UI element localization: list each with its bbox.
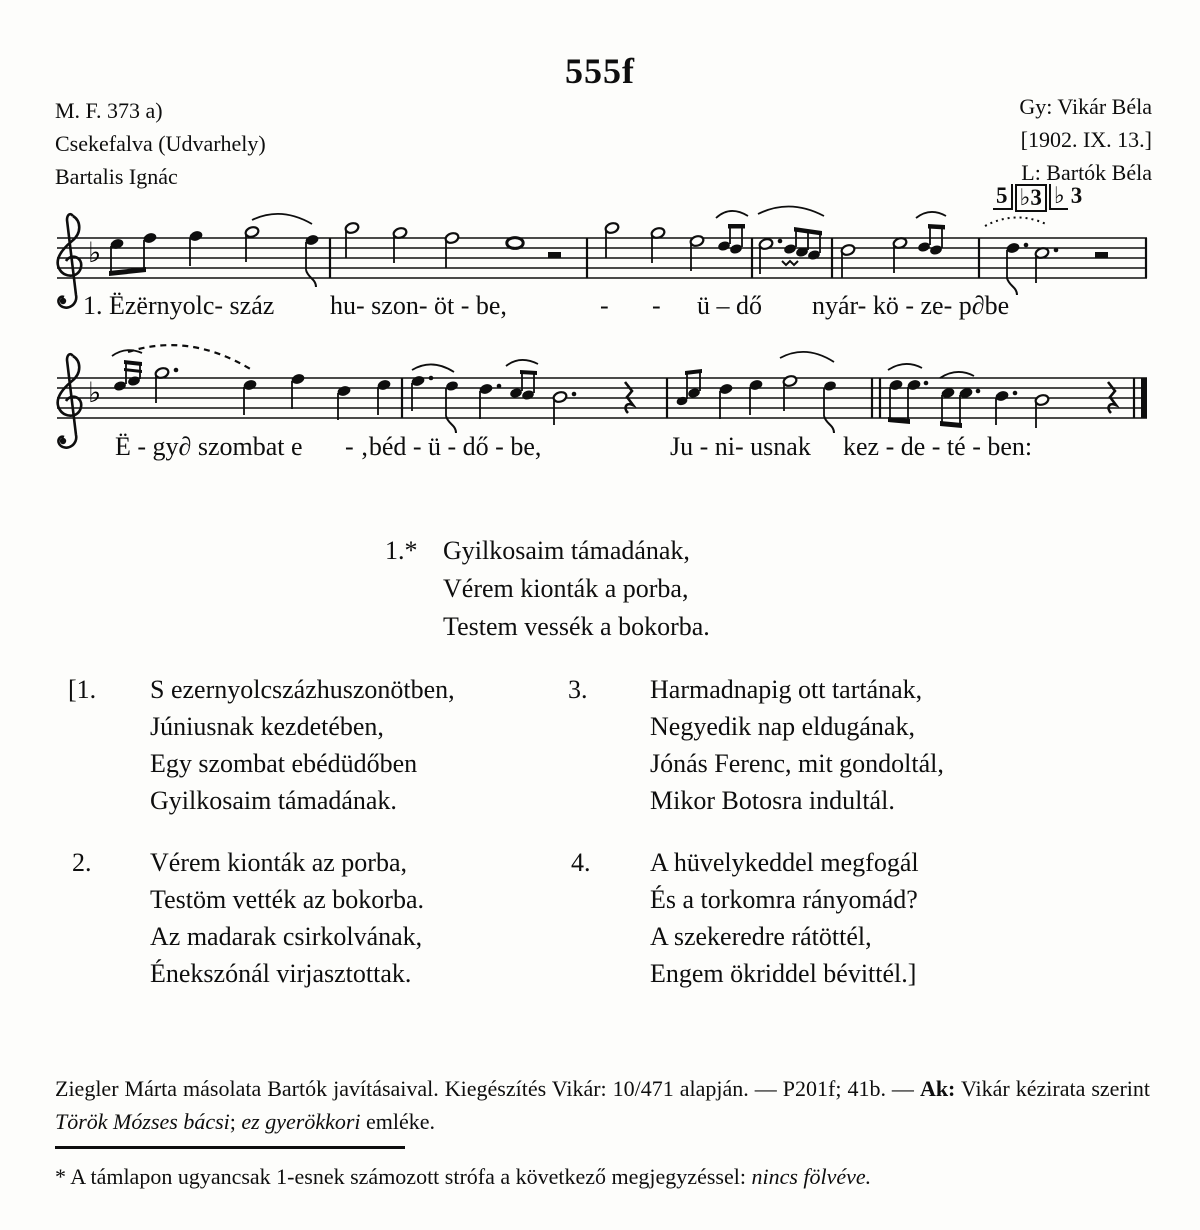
verse-line: És a torkomra rányomád? (650, 885, 918, 914)
verse-line: Gyilkosaim támadának, (443, 536, 690, 565)
refrain-number: 1.* (385, 536, 418, 565)
lyrics-line-2 (0, 432, 1200, 466)
text-segment: nincs fölvéve. (751, 1164, 872, 1189)
text-segment: * A támlapon ugyancsak 1-esnek számozott strófa a következő megjegyzéssel: (55, 1164, 752, 1189)
lyric-syllable: nyár- kö - ze- p∂be (812, 291, 1010, 320)
ornament-mordent-icon (782, 261, 798, 265)
verse-line: Negyedik nap eldugának, (650, 712, 915, 741)
lyric-syllable: kez - de - té - ben: (843, 432, 1033, 461)
verse-line: Júniusnak kezdetében, (150, 712, 384, 741)
verse-line: Harmadnapig ott tartának, (650, 675, 923, 704)
verse-line: Testem vessék a bokorba. (443, 612, 710, 641)
verse-lines (650, 671, 1048, 819)
lyric-syllable: 1. Ëzërnyolc- száz (83, 291, 275, 320)
lyric-syllable: hu- szon- öt - be, (330, 291, 507, 320)
lyric-syllable: Ju - ni- usnak (670, 432, 811, 461)
refrain-lines (443, 532, 710, 646)
cadence-degree-3-number: 3 (1070, 183, 1083, 208)
verse-line: A szekeredre rátöttél, (650, 922, 872, 951)
page-title: 555f (565, 51, 635, 91)
lyric-syllable: Ë - gy∂ szombat e (115, 432, 303, 461)
cadence-degree-3-flat: ♭ (1049, 184, 1068, 210)
lyric-syllable: - ‚béd - ü - dő - be, (345, 432, 542, 461)
text-segment: Török Mózses bácsi (55, 1109, 230, 1134)
verse-line: Mikor Botosra indultál. (650, 786, 895, 815)
verse-block-4 (571, 844, 1051, 992)
source-note (55, 1072, 1150, 1138)
text-segment: ez gyerökkori (241, 1109, 361, 1134)
lyric-syllable: ü – dő (697, 291, 762, 320)
verse-line: Vérem kionták az porba, (150, 848, 408, 877)
text-segment: emléke. (360, 1109, 436, 1134)
verse-line: Énekszónál virjasztottak. (150, 959, 412, 988)
key-signature-flat-icon: ♭ (88, 376, 102, 409)
collector-line: Gy: Vikár Béla (1019, 94, 1152, 119)
verse-line: A hüvelykeddel megfogál (650, 848, 919, 877)
performer-line: Bartalis Ignác (55, 164, 178, 189)
verse-number: 4. (571, 848, 591, 877)
text-segment: Vikár kézirata szerint (955, 1076, 1150, 1101)
date-line: [1902. IX. 13.] (1020, 127, 1152, 152)
key-signature-flat-icon: ♭ (88, 236, 102, 269)
verse-line: Gyilkosaim támadának. (150, 786, 397, 815)
cadence-degree-1: 5 (993, 184, 1013, 210)
lyric-syllable: - (652, 291, 661, 320)
catalog-number: M. F. 373 a) (55, 98, 163, 123)
lyric-syllable: - (600, 291, 609, 320)
verse-lines (150, 671, 528, 819)
footnote-rule (55, 1146, 405, 1149)
verse-line: S ezernyolcszázhuszonötben, (150, 675, 455, 704)
header-right (1019, 90, 1152, 189)
verse-number: 3. (568, 675, 588, 704)
verse-lines (650, 844, 1051, 992)
verse-line: Az madarak csirkolvának, (150, 922, 423, 951)
verse-line: Egy szombat ebédüdőben (150, 749, 418, 778)
header-left (55, 94, 266, 193)
text-segment: Ziegler Márta másolata Bartók javításaival. Kiegészítés Vikár: 10/471 alapján. — P201f; 41b. — (55, 1076, 920, 1101)
text-segment: ; (229, 1109, 242, 1134)
verse-line: Jónás Ferenc, mit gondoltál, (650, 749, 944, 778)
verse-lines (150, 844, 532, 992)
location-line: Csekefalva (Udvarhely) (55, 131, 266, 156)
verse-number: [1. (68, 675, 97, 704)
text-segment: Ak: (919, 1076, 956, 1101)
verse-block-2 (72, 844, 532, 992)
cadence-degree-2: ♭3 (1015, 184, 1047, 212)
transcriber-line: L: Bartók Béla (1021, 160, 1152, 185)
verse-block-3 (568, 671, 1048, 819)
lyrics-line-1 (0, 291, 1200, 325)
verse-line: Vérem kionták a porba, (443, 574, 689, 603)
verse-number: 2. (72, 848, 92, 877)
footnote (55, 1162, 1150, 1192)
verse-line: Testöm vették az bokorba. (150, 885, 424, 914)
refrain-verse (385, 532, 710, 646)
verse-block-1 (68, 671, 528, 819)
verse-line: Engem ökriddel bévittél.] (650, 959, 917, 988)
